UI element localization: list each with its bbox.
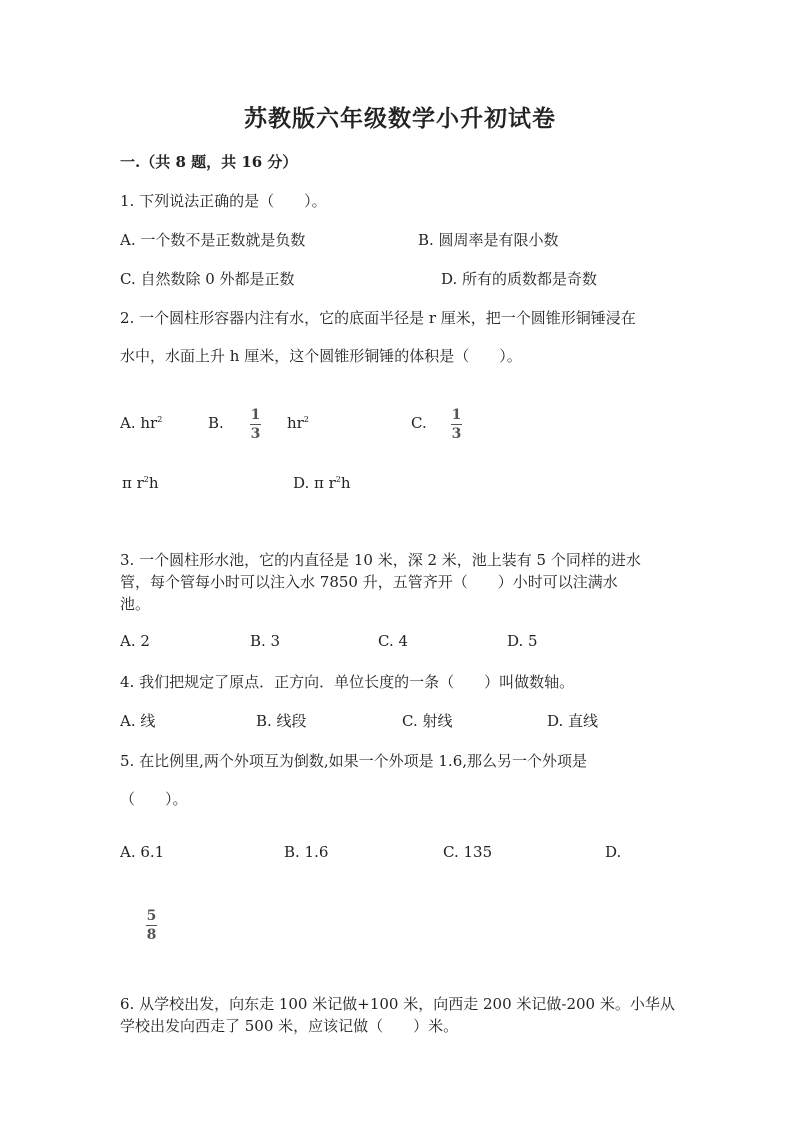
question-6-stem-line-1: 6. 从学校出发，向东走 100 米记做+100 米，向西走 200 米记做-200 米。小华从 (120, 995, 675, 1013)
question-2-option-c-fraction: 1 3 (451, 407, 462, 442)
question-3-option-c: C. 4 (378, 632, 409, 650)
question-3-option-d: D. 5 (507, 632, 538, 650)
question-3-option-a: A. 2 (120, 632, 150, 650)
question-3-stem-line-3: 池。 (120, 595, 151, 613)
section-heading: 一.（共 8 题，共 16 分） (120, 153, 298, 171)
question-3-stem-line-1: 3. 一个圆柱形水池，它的内直径是 10 米，深 2 米，池上装有 5 个同样的进水 (120, 551, 641, 569)
question-5-stem-line-2: （ ）。 (120, 790, 188, 808)
question-3-stem-line-2: 管，每个管每小时可以注入水 7850 升，五管齐开（ ）小时可以注满水 (120, 573, 618, 591)
question-5-option-d: D. (605, 843, 622, 861)
question-4-stem: 4. 我们把规定了原点．正方向．单位长度的一条（ ）叫做数轴。 (120, 673, 575, 691)
question-5-stem-line-1: 5. 在比例里,两个外项互为倒数,如果一个外项是 1.6,那么另一个外项是 (120, 752, 588, 770)
question-2-option-b-label: B. (208, 414, 224, 432)
question-5-option-c: C. 135 (443, 843, 493, 861)
question-1-option-d: D. 所有的质数都是奇数 (441, 270, 598, 288)
question-1-option-c: C. 自然数除 0 外都是正数 (120, 270, 295, 288)
question-2-option-b-fraction: 1 3 (250, 407, 261, 442)
question-5-option-a: A. 6.1 (120, 843, 165, 861)
question-2-stem-line-2: 水中，水面上升 h 厘米，这个圆锥形铜锤的体积是（ ）。 (120, 347, 522, 365)
question-1-option-a: A. 一个数不是正数就是负数 (120, 231, 306, 249)
question-4-option-c: C. 射线 (402, 712, 453, 730)
question-5-option-b: B. 1.6 (284, 843, 329, 861)
question-2-option-c-label: C. (411, 414, 427, 432)
question-4-option-a: A. 线 (120, 712, 156, 730)
question-2-option-c-text: π $r^2h$ (122, 474, 159, 492)
question-4-option-d: D. 直线 (547, 712, 599, 730)
question-2-option-b-text: $hr^2$ (287, 414, 309, 432)
question-2-option-a: A. $hr^2$ (120, 414, 163, 432)
page-title: 苏教版六年级数学小升初试卷 (244, 105, 556, 132)
question-4-option-b: B. 线段 (256, 712, 307, 730)
question-3-option-b: B. 3 (250, 632, 281, 650)
question-1-option-b: B. 圆周率是有限小数 (418, 231, 559, 249)
question-2-option-d: D. π $r^2h$ (293, 474, 351, 492)
question-6-stem-line-2: 学校出发向西走了 500 米，应该记做（ ）米。 (120, 1017, 459, 1035)
question-5-option-d-fraction: 5 8 (146, 908, 157, 943)
question-2-stem-line-1: 2. 一个圆柱形容器内注有水，它的底面半径是 r 厘米，把一个圆锥形铜锤浸在 (120, 309, 636, 327)
question-1-stem: 1. 下列说法正确的是（ ）。 (120, 192, 327, 210)
